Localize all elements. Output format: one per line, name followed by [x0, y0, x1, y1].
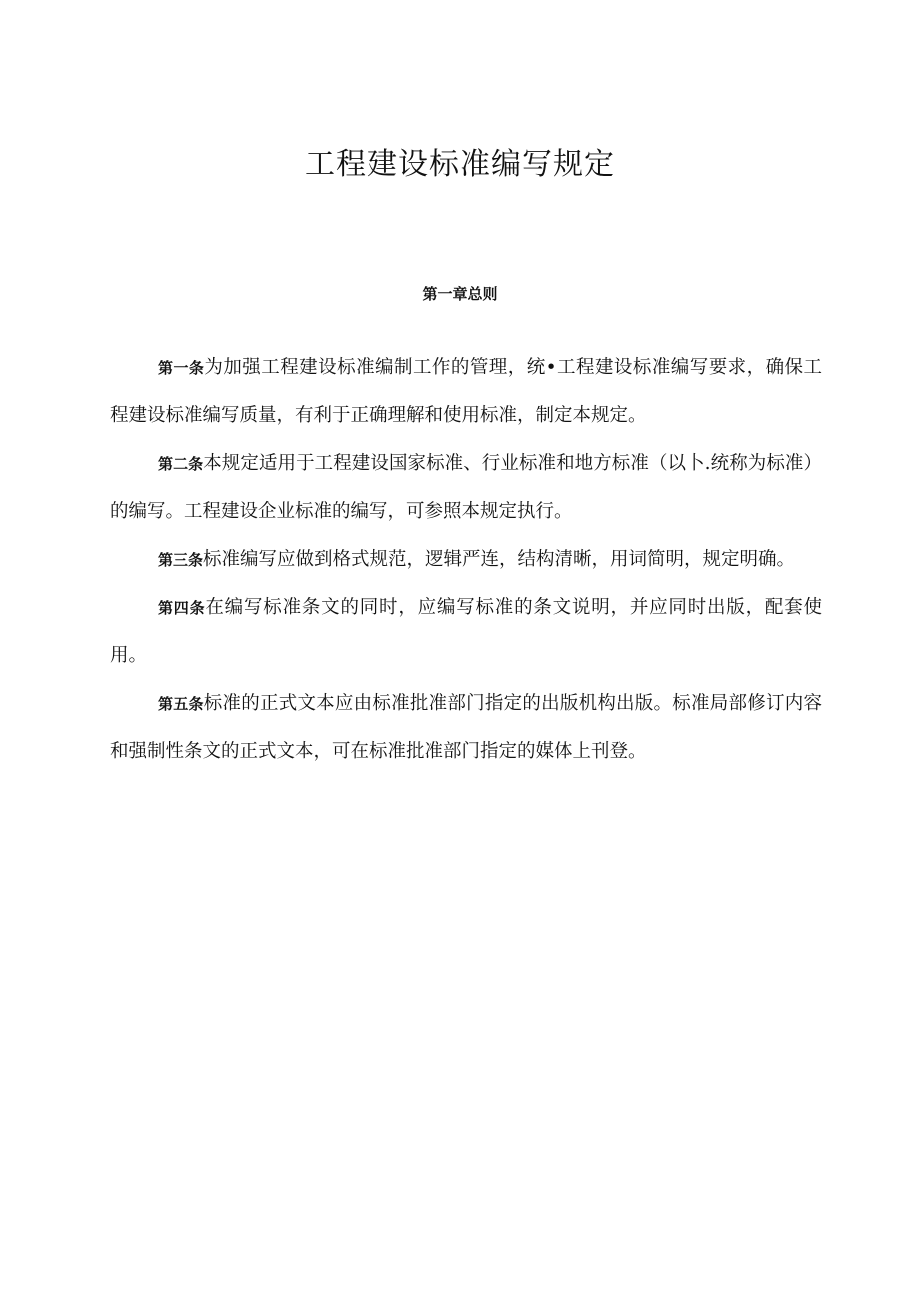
article-list — [110, 344, 822, 776]
article-text: 标准编写应做到格式规范，逻辑严连，结构清晰，用词简明，规定明确。 — [203, 549, 796, 570]
document-title: 工程建设标准编写规定 — [305, 147, 615, 182]
article-label: 第二条 — [158, 455, 204, 473]
article-2 — [110, 440, 822, 536]
article-label: 第五条 — [158, 695, 204, 713]
article-text: 为加强工程建设标准编制工作的管理，统•工程建设标准编写要求，确保工程建设标准编写质量，有利于正确理解和使用标准，制定本规定。 — [110, 357, 822, 426]
article-3 — [110, 536, 822, 584]
article-4 — [110, 584, 822, 680]
article-label: 第三条 — [158, 551, 204, 569]
chapter-title: 第一章总则 — [422, 285, 498, 303]
article-label: 第一条 — [158, 359, 205, 377]
article-text: 标准的正式文本应由标准批准部门指定的出版机构出版。标准局部修订内容和强制性条文的正式文本，可在标准批准部门指定的媒体上刊登。 — [110, 693, 822, 762]
article-text: 在编写标准条文的同时，应编写标准的条文说明，并应同时出版，配套使用。 — [110, 597, 822, 666]
article-1 — [110, 344, 822, 440]
article-text: 本规定适用于工程建设国家标准、行业标准和地方标准（以卜.统称为标准）的编写。工程建设企业标准的编写，可参照本规定执行。 — [110, 453, 822, 522]
article-label: 第四条 — [158, 599, 206, 617]
article-5 — [110, 680, 822, 776]
